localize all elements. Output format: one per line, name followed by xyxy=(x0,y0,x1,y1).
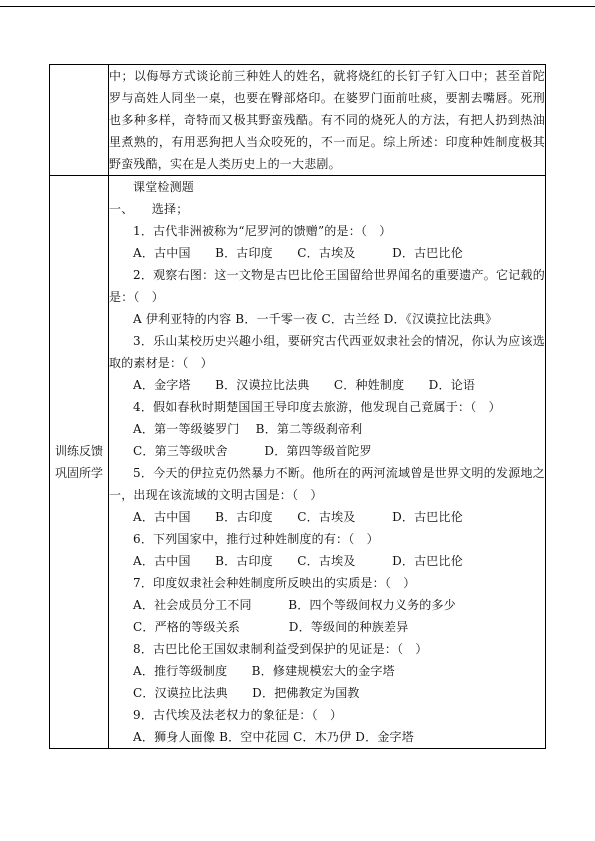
table-row xyxy=(50,65,546,176)
lesson-table xyxy=(49,64,546,749)
quiz-lines xyxy=(109,220,545,748)
section-label-line-2: 巩固所学 xyxy=(54,466,103,480)
section-label-cell xyxy=(50,176,109,749)
answer-options: A．古中国 B．古印度 C．古埃及 D．古巴比伦 xyxy=(133,554,463,568)
section-label-line-1: 训练反馈 xyxy=(54,444,103,458)
answer-options: C．严格的等级关系 D．等级间的种族差异 xyxy=(133,620,409,634)
lesson-title: 课堂检测题 xyxy=(133,180,195,194)
question-text: 9．古代埃及法老权力的象征是：（ ） xyxy=(133,708,343,722)
question-text: 5．今天的伊拉克仍然暴力不断。他所在的两河流域曾是世界文明的发源地之一，出现在该流域的文明古国是：（ ） xyxy=(109,466,545,502)
answer-options: A 伊利亚特的内容 B．一千零一夜 C．古兰经 D．《汉谟拉比法典》 xyxy=(133,312,498,326)
empty-label-cell xyxy=(50,65,109,176)
answer-options: A．社会成员分工不同 B．四个等级间权力义务的多少 xyxy=(133,598,456,612)
answer-options: A．推行等级制度 B．修建规模宏大的金字塔 xyxy=(133,664,395,678)
answer-options: C．第三等级吠舍 D．第四等级首陀罗 xyxy=(133,444,372,458)
answer-options: A．狮身人面像 B．空中花园 C．木乃伊 D．金字塔 xyxy=(133,730,414,744)
question-text: 6．下列国家中，推行过种姓制度的有：（ ） xyxy=(133,532,379,546)
question-text: 2．观察右图：这一文物是古巴比伦王国留给世界闻名的重要遗产。它记载的是：（ ） xyxy=(109,268,545,304)
question-text: 1．古代非洲被称为“尼罗河的馈赠”的是：（ ） xyxy=(133,224,392,238)
intro-paragraph: 中；以侮辱方式谈论前三种姓人的姓名，就将烧红的长钉子钉入口中；甚至首陀罗与高姓人同坐一桌，也要在臀部烙印。在婆罗门面前吐痰，要割去嘴唇。死刑也多种多样，奇特而又极其野蛮残酷。有不同的烧死人的方法，有把人扔到热油里煮熟的，有用恶狗把人当众咬死的，不一而足。综上所述：印度种姓制度极其野蛮残酷，实在是人类历史上的一大悲剧。 xyxy=(109,69,545,171)
answer-options: C．汉谟拉比法典 D．把佛教定为国教 xyxy=(133,686,360,700)
section-heading: 一、 选择； xyxy=(109,202,189,216)
question-text: 7．印度奴隶社会种姓制度所反映出的实质是：（ ） xyxy=(133,576,416,590)
question-text: 4．假如春秋时期楚国国王导印度去旅游，他发现自己竟属于：（ ） xyxy=(133,400,501,414)
question-text: 3．乐山某校历史兴趣小组，要研究古代西亚奴隶社会的情况，你认为应该选取的素材是：（ ） xyxy=(109,334,545,370)
intro-cell xyxy=(109,65,546,176)
answer-options: A．古中国 B．古印度 C．古埃及 D．古巴比伦 xyxy=(133,246,463,260)
quiz-cell xyxy=(109,176,546,749)
page-top-rule xyxy=(0,6,595,7)
answer-options: A．古中国 B．古印度 C．古埃及 D．古巴比伦 xyxy=(133,510,463,524)
answer-options: A．第一等级婆罗门 B．第二等级刹帝利 xyxy=(133,422,363,436)
question-text: 8．古巴比伦王国奴隶制利益受到保护的见证是：（ ） xyxy=(133,642,428,656)
table-row xyxy=(50,176,546,749)
answer-options: A．金字塔 B．汉谟拉比法典 C．种姓制度 D．论语 xyxy=(133,378,476,392)
